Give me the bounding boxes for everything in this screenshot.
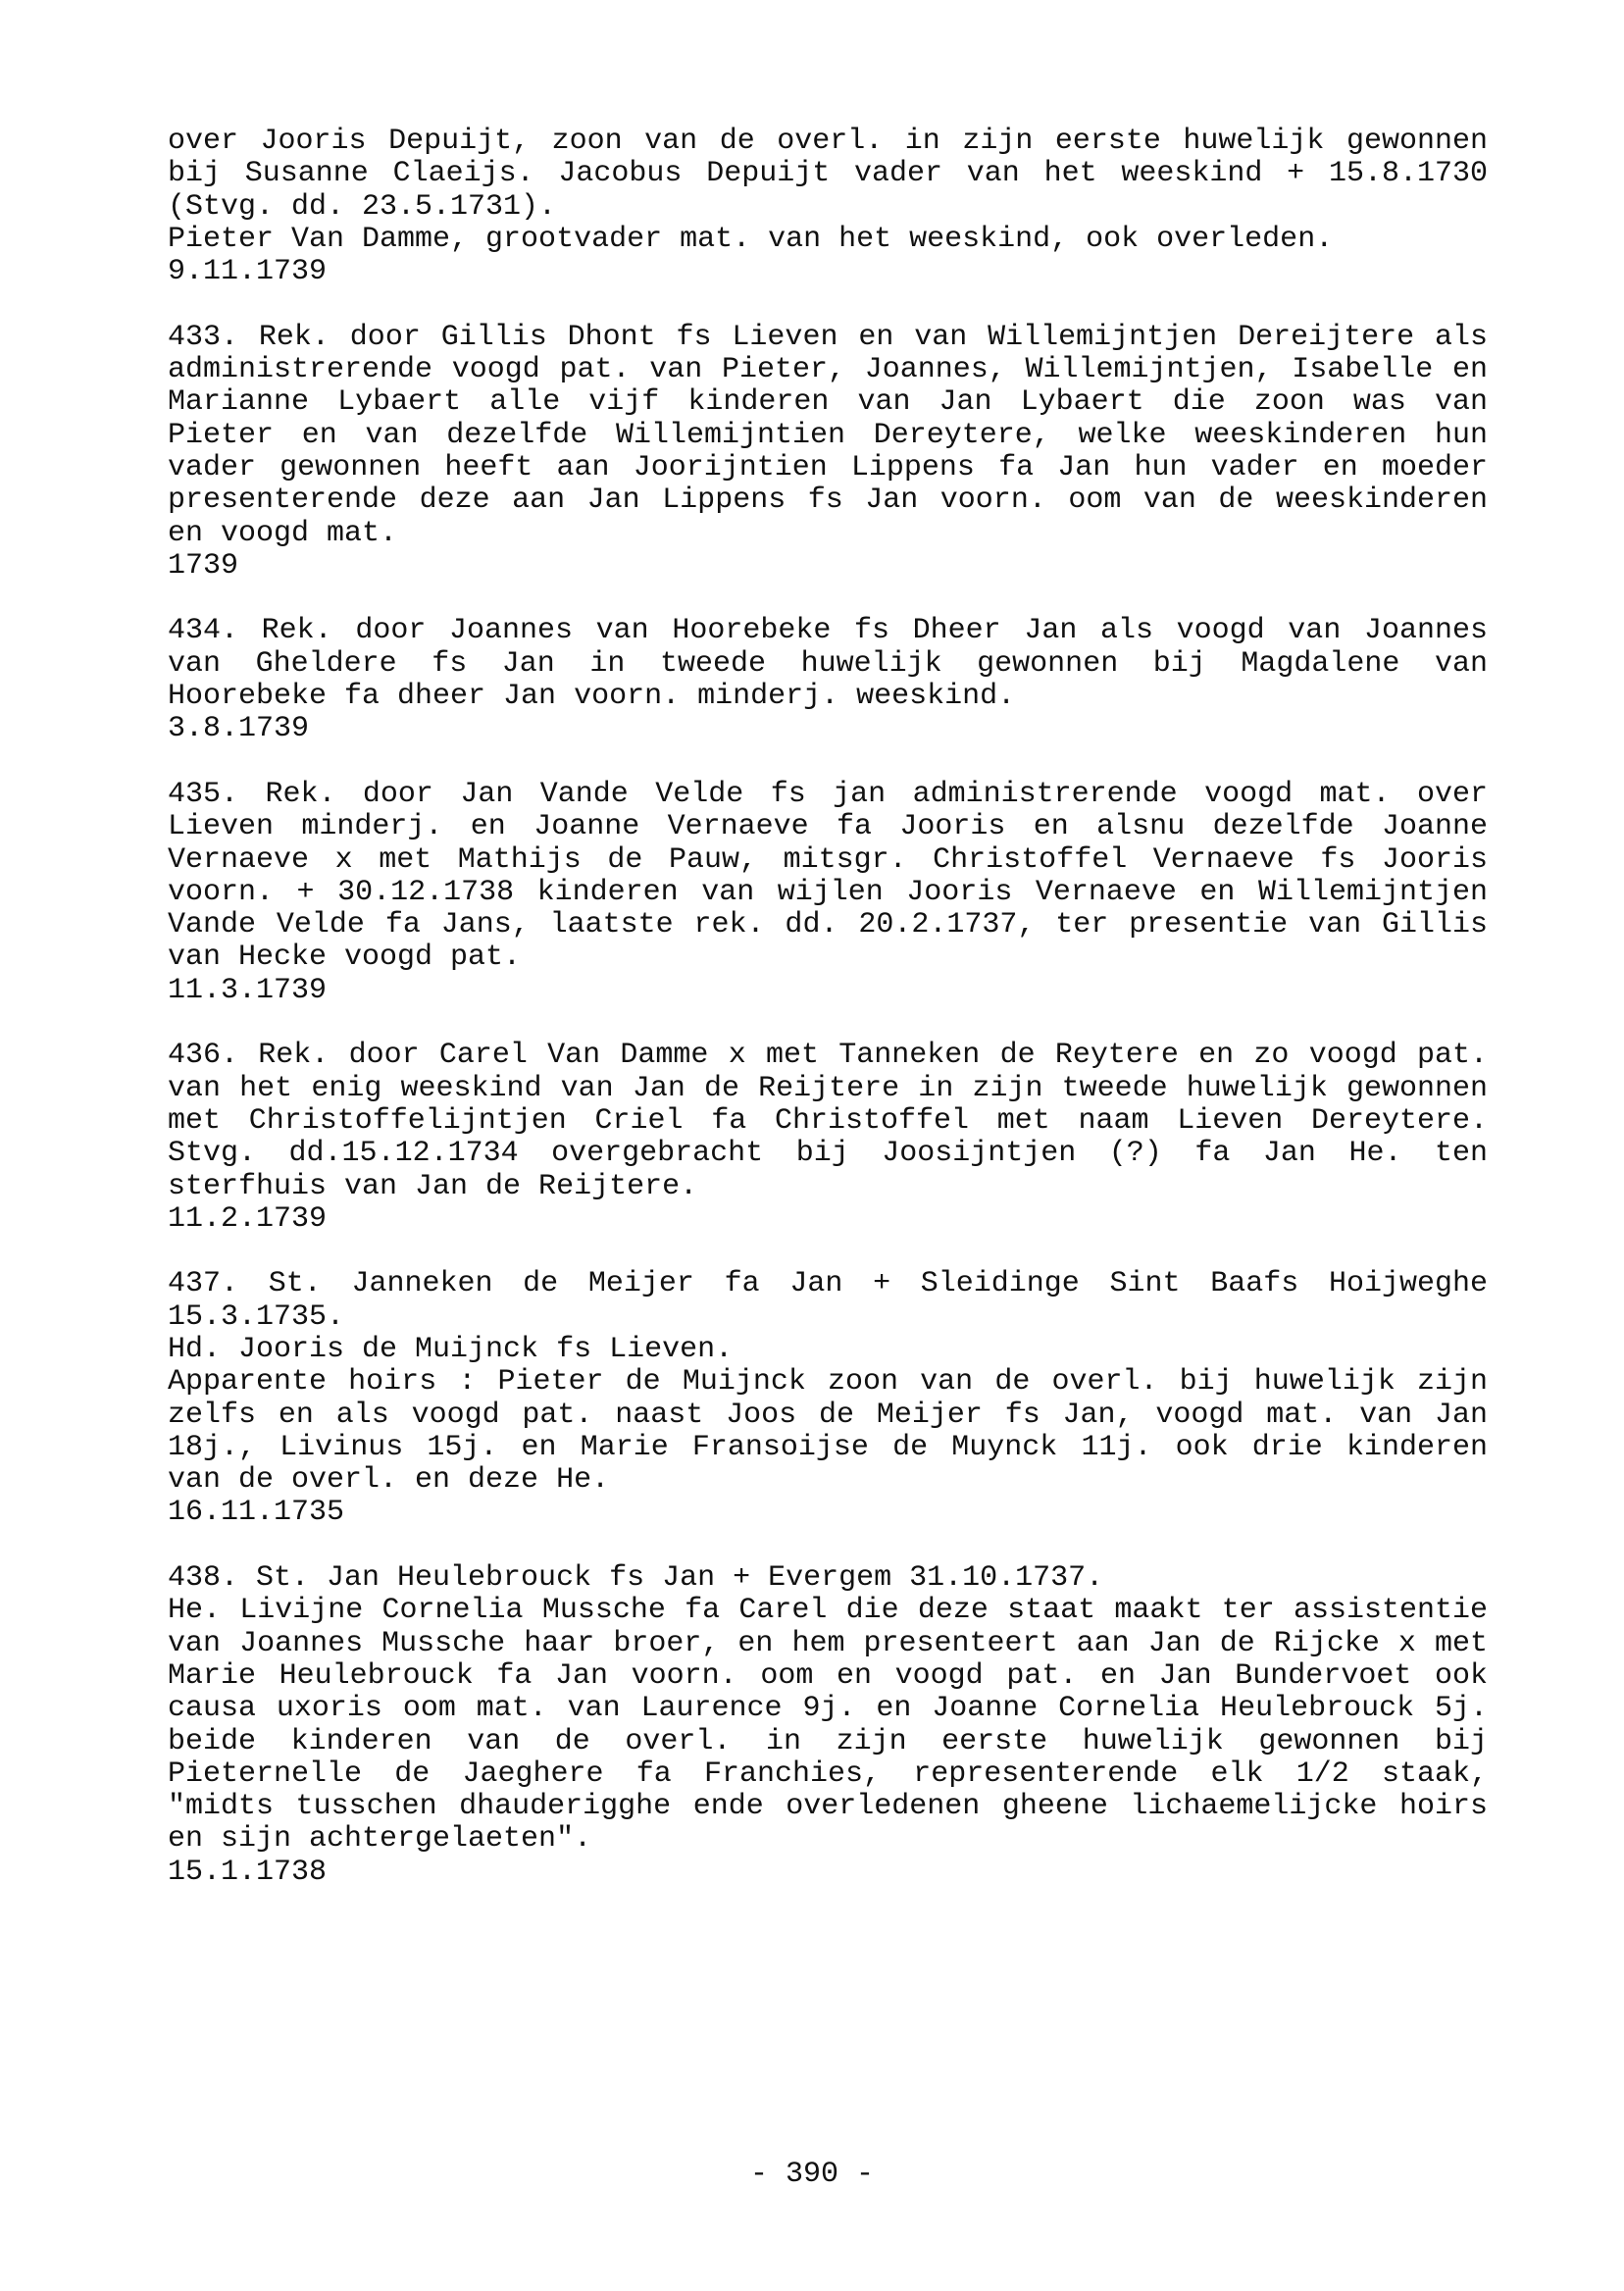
date-line: 1739	[168, 548, 239, 583]
paragraph: over Jooris Depuijt, zoon van de overl. in zijn eerste huwelijk gewonnen bij Susanne Claeijs. Jacobus Depuijt vader van het weeskind + 15.8.1730 (Stvg. dd. 23.5.1731).	[168, 125, 1488, 224]
paragraph: 437. St. Janneken de Meijer fa Jan + Sleidinge Sint Baafs Hoijweghe 15.3.1735.	[168, 1267, 1488, 1334]
document-body	[168, 126, 1488, 1921]
date-line: 11.2.1739	[168, 1201, 328, 1236]
entry-436	[168, 1040, 1488, 1236]
entry-435	[168, 779, 1488, 1007]
entry-434	[168, 615, 1488, 745]
paragraph: Apparente hoirs : Pieter de Muijnck zoon van de overl. bij huwelijk zijn zelfs en als voogd pat. naast Joos de Meijer fs Jan, voogd mat. van Jan 18j., Livinus 15j. en Marie Fransoijse de Muynck 11j. ook drie kinderen van de overl. en deze He.	[168, 1365, 1488, 1498]
entry-continuation	[168, 126, 1488, 288]
paragraph: 436. Rek. door Carel Van Damme x met Tanneken de Reytere en zo voogd pat. van het enig weeskind van Jan de Reijtere in zijn tweede huwelijk gewonnen met Christoffelijntjen Criel fa Christoffel met naam Lieven Dereytere. Stvg. dd.15.12.1734 overgebracht bij Joosijntjen (?) fa Jan He. ten sterfhuis van Jan de Reijtere.	[168, 1039, 1488, 1203]
paragraph: 438. St. Jan Heulebrouck fs Jan + Evergem 31.10.1737.	[168, 1561, 1104, 1596]
date-line: 3.8.1739	[168, 712, 310, 746]
paragraph: 433. Rek. door Gillis Dhont fs Lieven en van Willemijntjen Dereijtere als administrerende voogd pat. van Pieter, Joannes, Willemijntjen, Isabelle en Marianne Lybaert alle vijf kinderen van Jan Lybaert die zoon was van Pieter en van dezelfde Willemijntien Dereytere, welke weeskinderen hun vader gewonnen heeft aan Joorijntien Lippens fa Jan hun vader en moeder presenterende deze aan Jan Lippens fs Jan voorn. oom van de weeskinderen en voogd mat.	[168, 320, 1488, 550]
entry-433	[168, 322, 1488, 583]
date-line: 15.1.1738	[168, 1855, 328, 1889]
paragraph: Pieter Van Damme, grootvader mat. van het weeskind, ook overleden.	[168, 222, 1334, 256]
date-line: 16.11.1735	[168, 1496, 345, 1530]
paragraph: 434. Rek. door Joannes van Hoorebeke fs Dheer Jan als voogd van Joannes van Gheldere fs Jan in tweede huwelijk gewonnen bij Magdalene van Hoorebeke fa dheer Jan voorn. minderj. weeskind.	[168, 614, 1488, 714]
paragraph: 435. Rek. door Jan Vande Velde fs jan administrerende voogd mat. over Lieven minderj. en Joanne Vernaeve fa Jooris en alsnu dezelfde Joanne Vernaeve x met Mathijs de Pauw, mitsgr. Christoffel Vernaeve fs Jooris voorn. + 30.12.1738 kinderen van wijlen Jooris Vernaeve en Willemijntjen Vande Velde fa Jans, laatste rek. dd. 20.2.1737, ter presentie van Gillis van Hecke voogd pat.	[168, 777, 1488, 975]
paragraph: He. Livijne Cornelia Mussche fa Carel die deze staat maakt ter assistentie van Joannes Mussche haar broer, en hem presenteert aan Jan de Rijcke x met Marie Heulebrouck fa Jan voorn. oom en voogd pat. en Jan Bundervoet ook causa uxoris oom mat. van Laurence 9j. en Joanne Cornelia Heulebrouck 5j. beide kinderen van de overl. in zijn eerste huwelijk gewonnen bij Pieternelle de Jaeghere fa Franchies, representerende elk 1/2 staak, "midts tusschen dhauderigghe ende overledenen gheene lichaemelijcke hoirs en sijn achtergelaeten".	[168, 1594, 1488, 1857]
entry-437	[168, 1268, 1488, 1529]
page-number: - 390 -	[749, 2158, 875, 2191]
date-line: 9.11.1739	[168, 255, 328, 289]
paragraph: Hd. Jooris de Muijnck fs Lieven.	[168, 1332, 734, 1366]
entry-438	[168, 1562, 1488, 1889]
date-line: 11.3.1739	[168, 973, 328, 1007]
